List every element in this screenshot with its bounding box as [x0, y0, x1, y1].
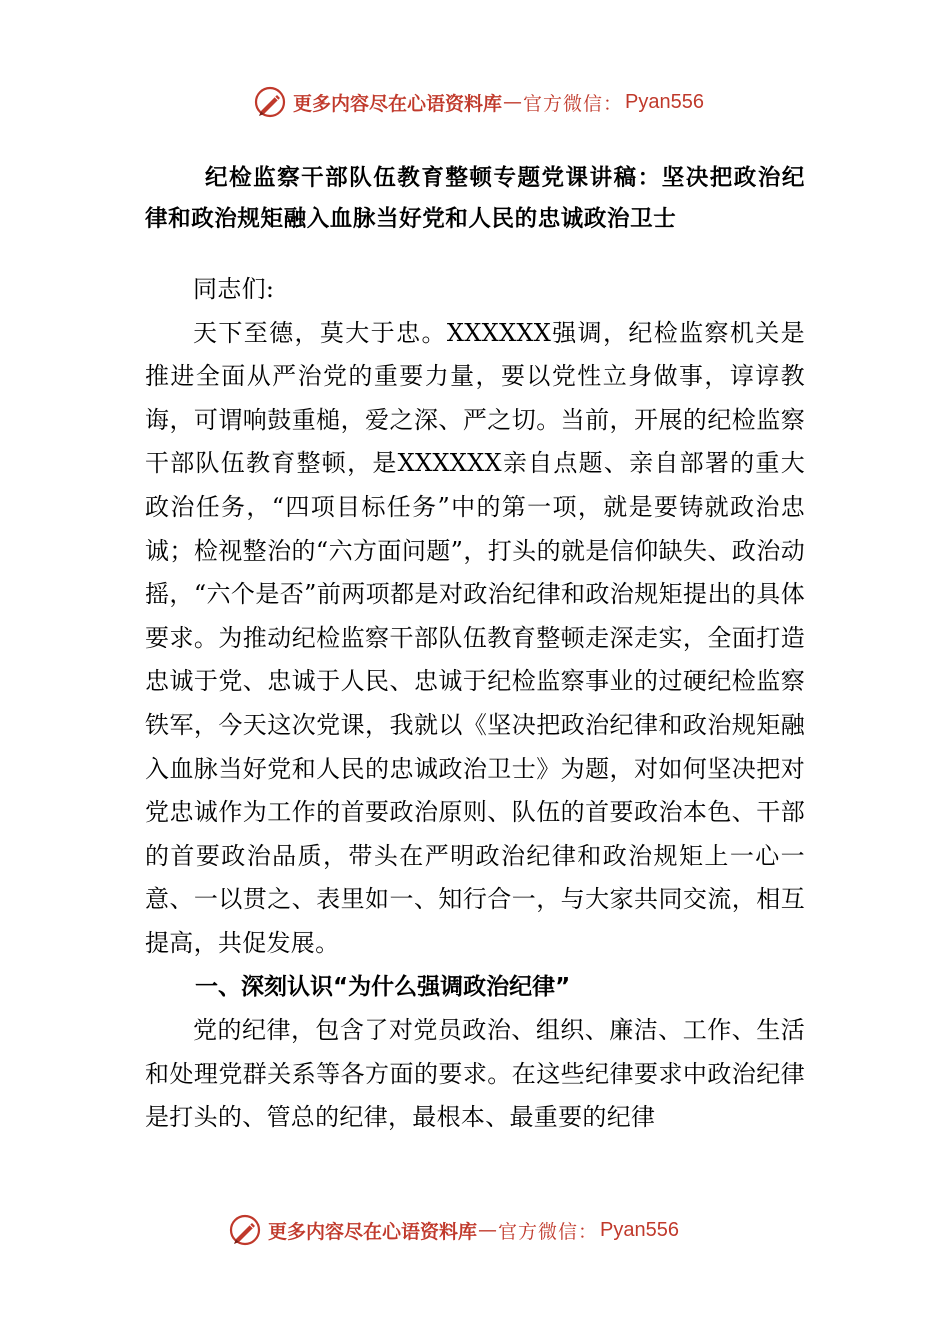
section-paragraph: 党的纪律，包含了对党员政治、组织、廉洁、工作、生活和处理党群关系等各方面的要求。在这些纪律要求中政治纪律是打头的、管总的纪律，最根本、最重要的纪律 — [145, 1016, 805, 1132]
footer-watermark — [0, 1208, 950, 1252]
footer-watermark-row — [228, 1208, 679, 1252]
watermark-id: Pyan556 — [625, 90, 704, 113]
pen-logo-icon — [253, 85, 287, 119]
watermark-brand: 更多内容尽在心语资料库 — [293, 92, 503, 115]
header-watermark — [0, 80, 950, 124]
intro-paragraph: 天下至德，莫大于忠。XXXXXX强调，纪检监察机关是推进全面从严治党的重要力量，要以党性立身做事，谆谆教诲，可谓响鼓重槌，爱之深、严之切。当前，开展的纪检监察干部队伍教育整顿，是XXXXXX亲自点题、亲自部署的重大政治任务，“四项目标任务”中的第一项，就是要铸就政治忠诚；检视整治的“六方面问题”，打头的就是信仰缺失、政治动摇，“六个是否”前两项都是对政治纪律和政治规矩提出的具体要求。为推动纪检监察干部队伍教育整顿走深走实，全面打造忠诚于党、忠诚于人民、忠诚于纪检监察事业的过硬纪检监察铁军，今天这次党课，我就以《坚决把政治纪律和政治规矩融入血脉当好党和人民的忠诚政治卫士》为题，对如何坚决把对党忠诚作为工作的首要政治原则、队伍的首要政治本色、干部的首要政治品质，带头在严明政治纪律和政治规矩上一心一意、一以贯之、表里如一、知行合一，与大家共同交流，相互提高，共促发展。 — [145, 318, 805, 957]
watermark-id: Pyan556 — [600, 1218, 679, 1241]
watermark-dash: — — [478, 1219, 498, 1241]
document-title: 纪检监察干部队伍教育整顿专题党课讲稿：坚决把政治纪律和政治规矩融入血脉当好党和人民的忠诚政治卫士 — [145, 165, 805, 232]
document-text — [145, 268, 805, 1140]
document-body — [145, 158, 805, 1140]
pen-logo-icon — [228, 1213, 262, 1247]
salutation: 同志们: — [193, 275, 275, 303]
section-heading: 一、深刻认识“为什么强调政治纪律” — [195, 973, 571, 1000]
header-watermark-row — [253, 80, 704, 124]
watermark-dash: — — [503, 91, 523, 113]
watermark-brand: 更多内容尽在心语资料库 — [268, 1220, 478, 1243]
watermark-label: 官方微信： — [523, 92, 624, 115]
watermark-label: 官方微信： — [498, 1220, 599, 1243]
